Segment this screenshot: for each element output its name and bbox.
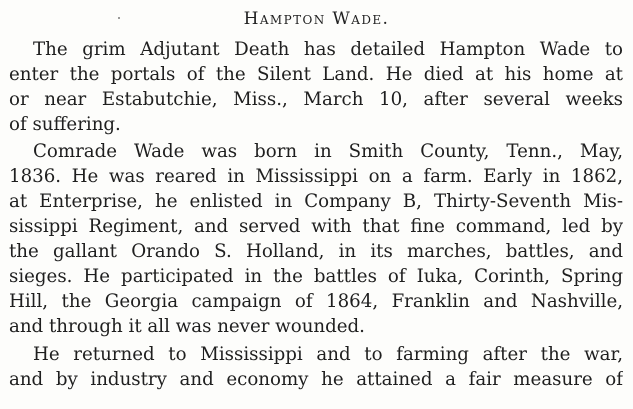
text-line: and through it all was never wounded. — [9, 316, 365, 337]
text-line: He returned to Mississippi and to farming after the war, — [33, 344, 623, 365]
text-line: 1836. He was reared in Mississippi on a farm. Early in 1862, — [9, 166, 623, 187]
text-line: sissippi Regiment, and served with that fine command, led by — [9, 216, 623, 237]
text-line: Hill, the Georgia campaign of 1864, Franklin and Nashville, — [9, 291, 623, 312]
text-line: The grim Adjutant Death has detailed Hampton Wade to — [33, 39, 623, 60]
text-line: or near Estabutchie, Miss., March 10, after several weeks — [9, 89, 623, 110]
text-line: enter the portals of the Silent Land. He died at his home at — [9, 64, 623, 85]
text-line: at Enterprise, he enlisted in Company B, Thirty-Seventh Mis- — [9, 191, 623, 212]
page-heading: Hampton Wade. — [243, 9, 390, 29]
text-line: and by industry and economy he attained a fair measure of — [9, 369, 623, 390]
text-line: of suffering. — [9, 114, 121, 135]
text-line: the gallant Orando S. Holland, in its marches, battles, and — [9, 241, 623, 262]
text-line: sieges. He participated in the battles of Iuka, Corinth, Spring — [9, 266, 623, 287]
text-line: Comrade Wade was born in Smith County, Tenn., May, — [33, 141, 623, 162]
